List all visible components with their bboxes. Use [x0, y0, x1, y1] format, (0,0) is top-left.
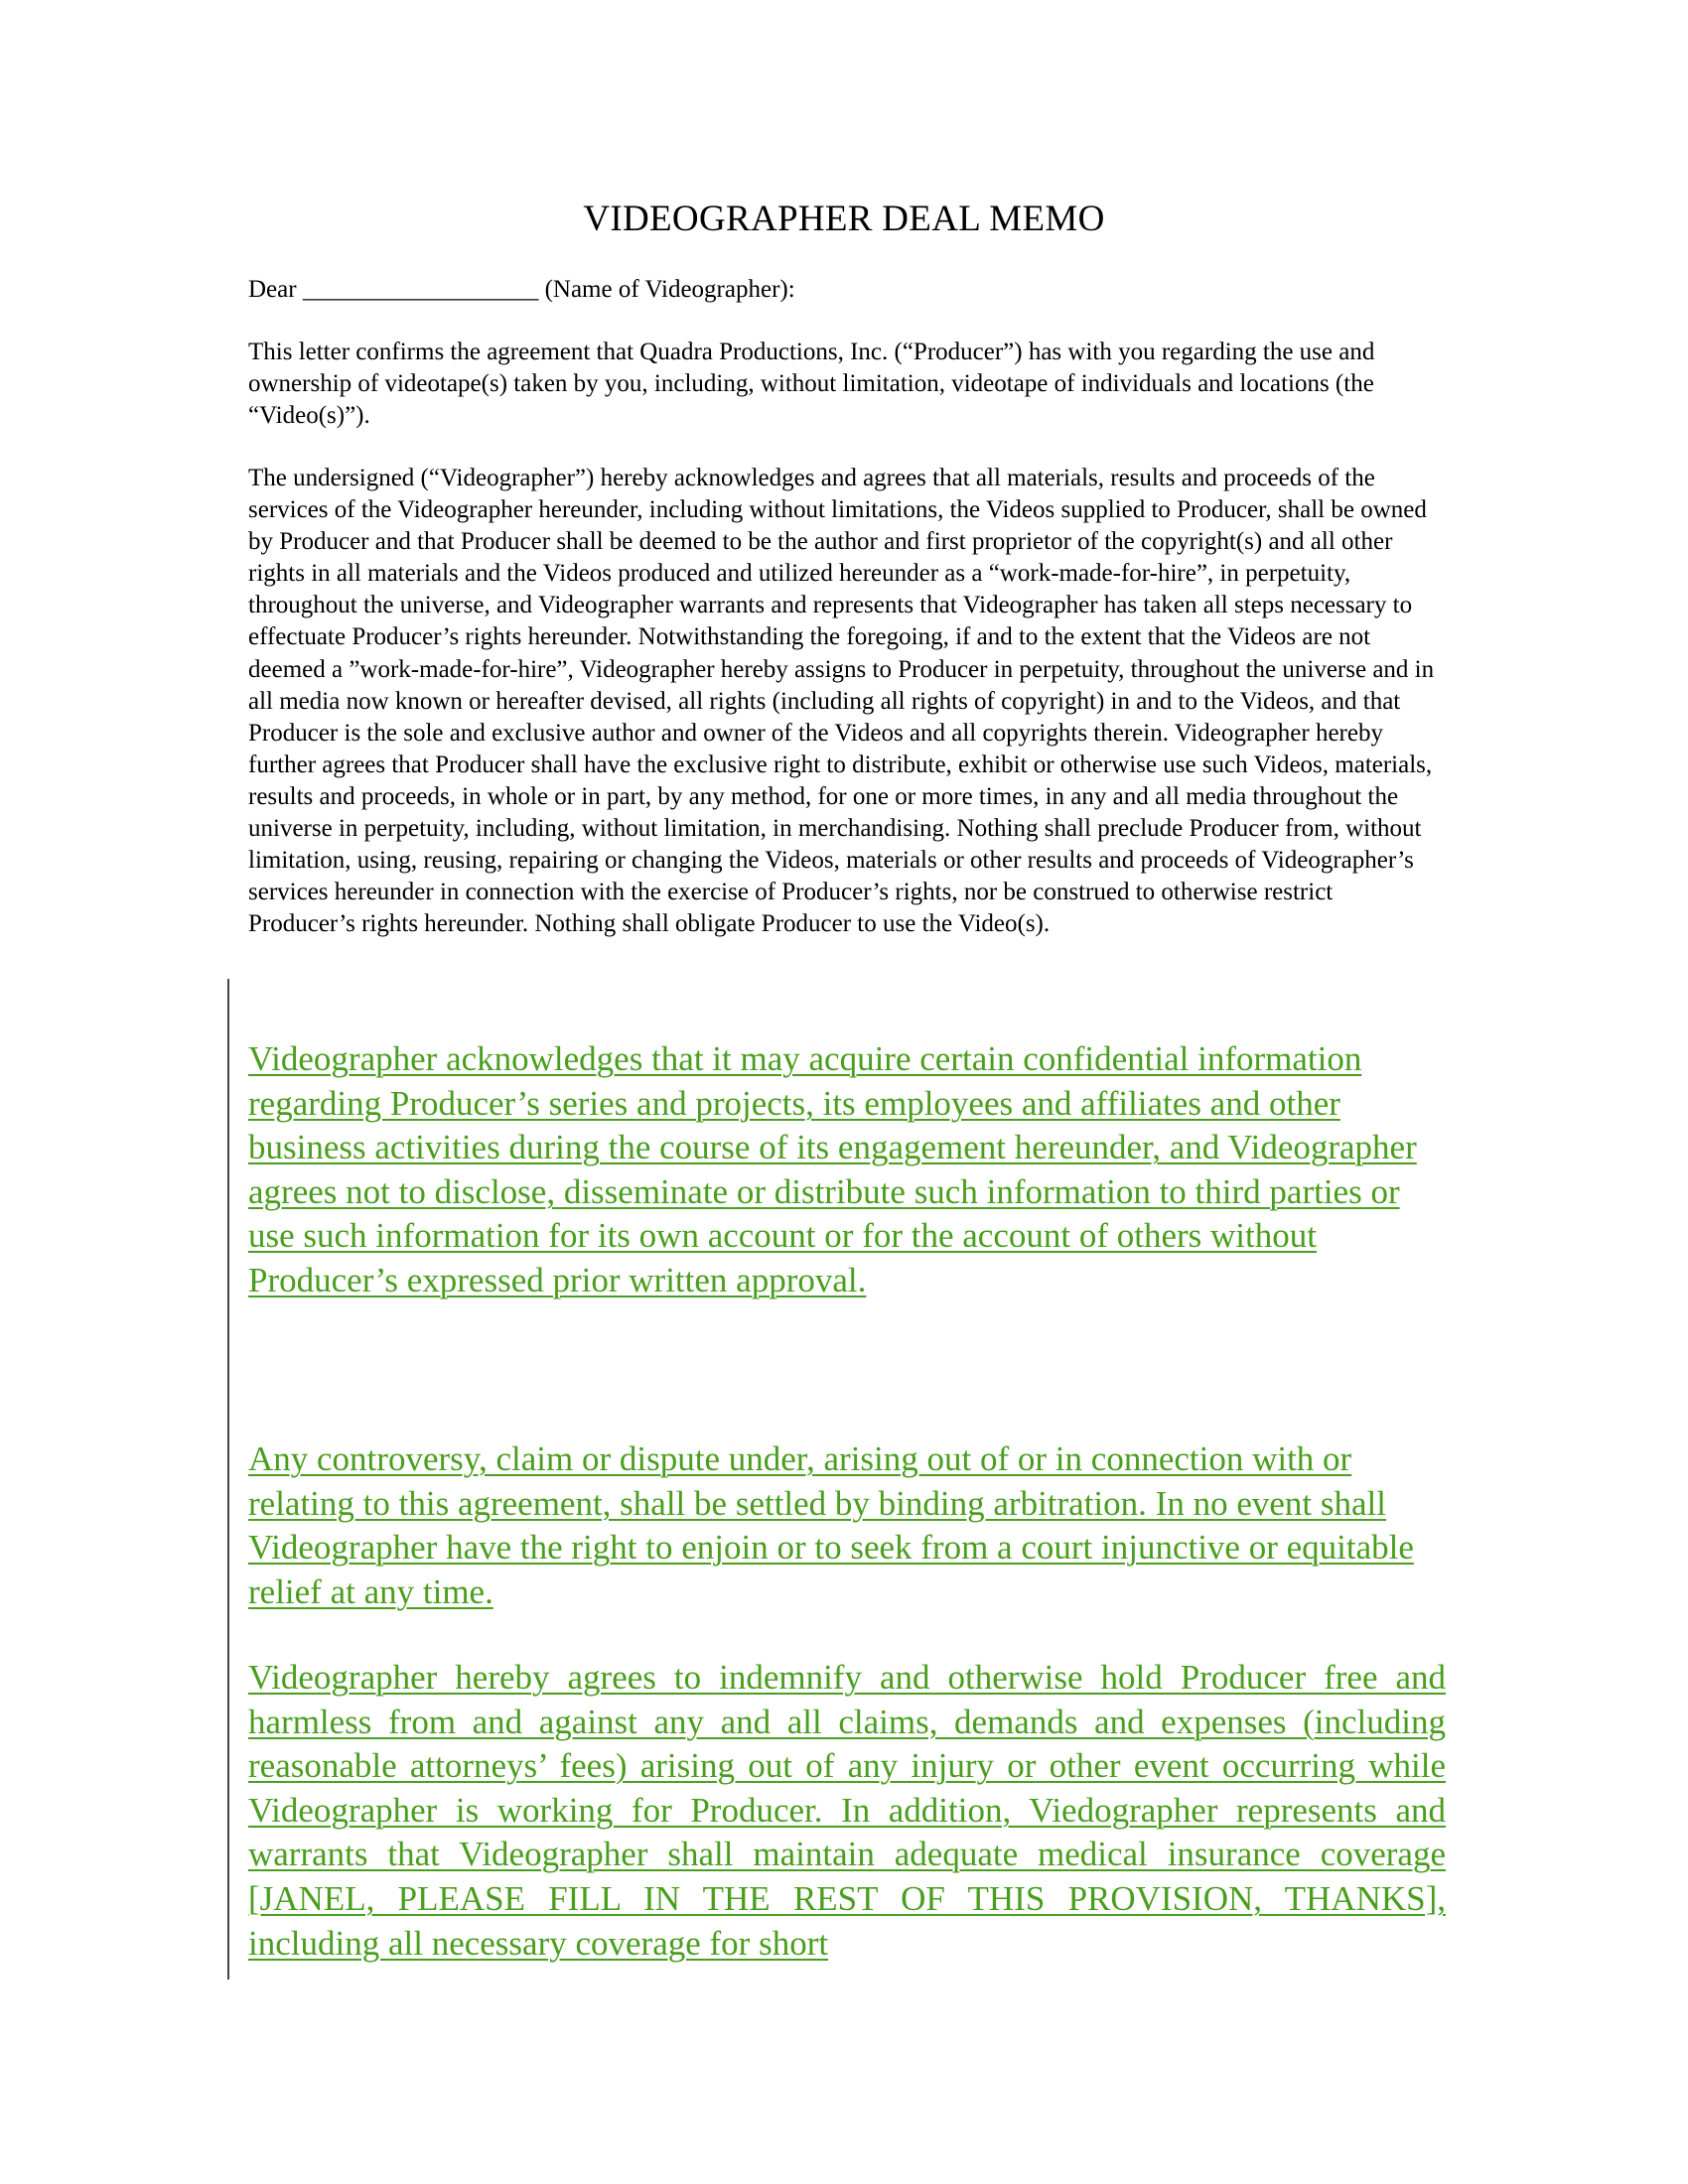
document-title: VIDEOGRAPHER DEAL MEMO: [583, 199, 1105, 239]
ownership-paragraph: The undersigned (“Videographer”) hereby acknowledges and agrees that all materials, results and proceeds of the services of the Videographer hereunder, including without limitations, the Videos supplied to Producer, shall be owned by Producer and that Producer shall be deemed to be the author and first proprietor of the copyright(s) and all other rights in all materials and the Videos produced and utilized hereunder as a “work-made-for-hire”, in perpetuity, throughout the universe, and Videographer warrants and represents that Videographer has taken all steps necessary to effectuate Producer’s rights hereunder. Notwithstanding the foregoing, if and to the extent that the Videos are not deemed a ”work-made-for-hire”, Videographer hereby assigns to Producer in perpetuity, throughout the universe and in all media now known or hereafter devised, all rights (including all rights of copyright) in and to the Videos, and that Producer is the sole and exclusive author and owner of the Videos and all copyrights therein. Videographer hereby further agrees that Producer shall have the exclusive right to distribute, exhibit or otherwise use such Videos, materials, results and proceeds, in whole or in part, by any method, for one or more times, in any and all media throughout the universe in perpetuity, including, without limitation, in merchandising. Nothing shall preclude Producer from, without limitation, using, reusing, repairing or changing the Videos, materials or other results and proceeds of Videographer’s services hereunder in connection with the exercise of Producer’s rights, nor be construed to otherwise restrict Producer’s rights hereunder. Nothing shall obligate Producer to use the Video(s).: [248, 465, 1435, 938]
inserted-arbitration-paragraph: Any controversy, claim or dispute under, arising out of or in connection with or relating to this agreement, shall be settled by binding arbitration. In no event shall Videographer have the right to enjoin or to seek from a court injunctive or equitable relief at any time.: [248, 1439, 1414, 1611]
salutation-line: Dear ___________________ (Name of Videographer):: [248, 276, 795, 303]
inserted-confidentiality-paragraph: Videographer acknowledges that it may acquire certain confidential information regarding Producer’s series and projects, its employees and affiliates and other business activities during the course of its engagement hereunder, and Videographer agrees not to disclose, disseminate or distribute such information to third parties or use such information for its own account or for the account of others without Producer’s expressed prior written approval.: [248, 1039, 1417, 1299]
inserted-indemnification-paragraph: Videographer hereby agrees to indemnify and otherwise hold Producer free and harmless from and against any and all claims, demands and expenses (including reasonable attorneys’ fees) arising out of any injury or other event occurring while Videographer is working for Producer. In addition, Viedographer represents and warrants that Videographer shall maintain adequate medical insurance coverage [JANEL, PLEASE FILL IN THE REST OF THIS PROVISION, THANKS], including all necessary coverage for short: [248, 1658, 1446, 1963]
change-bar: [227, 979, 229, 1979]
intro-paragraph: This letter confirms the agreement that Quadra Productions, Inc. (“Producer”) has with you regarding the use and ownership of videotape(s) taken by you, including, without limitation, videotape of individuals and locations (the “Video(s)”).: [248, 339, 1375, 430]
